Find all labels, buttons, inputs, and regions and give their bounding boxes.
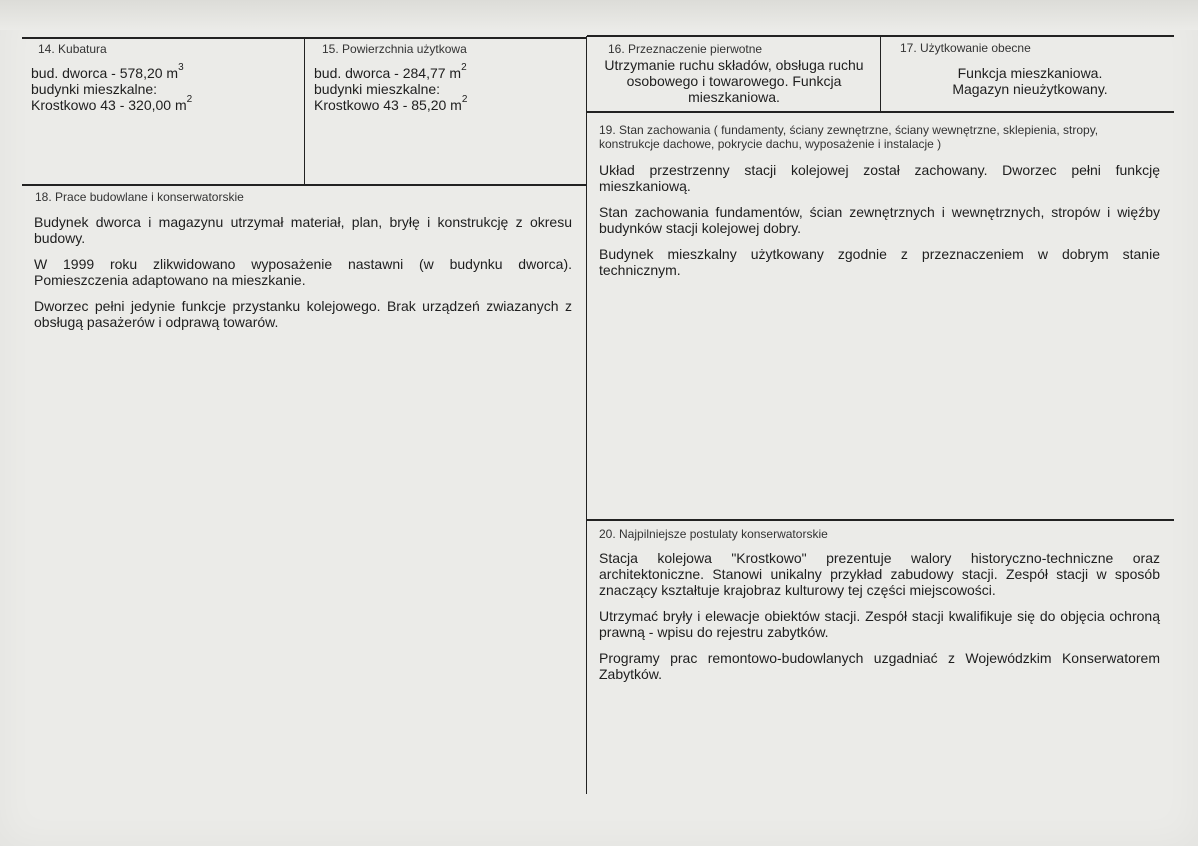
s17-label: 17. Użytkowanie obecne [900, 41, 1031, 55]
s15-line2: budynki mieszkalne: [314, 81, 441, 97]
divider-14-15 [304, 38, 305, 185]
divider-center [586, 36, 587, 794]
s14-line2: budynki mieszkalne: [31, 81, 158, 97]
s18-paragraph-1: Budynek dworca i magazynu utrzymał materiał, plan, bryłę i konstrukcję z okresu budowy. [34, 214, 572, 246]
s14-line3: Krostkowo 43 - 320,00 $m^2$ [31, 94, 193, 113]
s18-label: 18. Prace budowlane i konserwatorskie [35, 190, 244, 204]
s18-content [34, 214, 572, 340]
s17-line2: Magazyn nieużytkowany. [952, 81, 1108, 97]
scan-edge [0, 0, 1198, 30]
rule-under-19 [587, 519, 1174, 521]
s17-content [890, 65, 1170, 97]
s19-paragraph-2: Stan zachowania fundamentów, ścian zewnętrznych i wewnętrznych, stropów i więźby budynków stacji kolejowej dobry. [599, 204, 1160, 236]
s18-paragraph-3: Dworzec pełni jedynie funkcje przystanku kolejowego. Brak urządzeń zwiazanych z obsługą pasażerów i odprawą towarów. [34, 298, 572, 330]
s15-line3: Krostkowo 43 - 85,20 $m^2$ [314, 94, 468, 113]
s17-line1: Funkcja mieszkaniowa. [957, 65, 1103, 81]
s16-text: Utrzymanie ruchu składów, obsługa ruchu osobowego i towarowego. Funkcja mieszkaniowa. [604, 57, 864, 105]
s15-label: 15. Powierzchnia użytkowa [322, 42, 467, 56]
s15-line1: bud. dworca - 284,77 $m^2$ [314, 62, 467, 81]
s20-paragraph-3: Programy prac remontowo-budowlanych uzgadniać z Wojewódzkim Konserwatorem Zabytków. [599, 650, 1160, 682]
s16-label: 16. Przeznaczenie pierwotne [608, 42, 763, 56]
s18-paragraph-2: W 1999 roku zlikwidowano wyposażenie nastawni (w budynku dworca). Pomieszczenia adaptowano na mieszkanie. [34, 256, 572, 288]
s15-content [314, 62, 574, 113]
s14-content [31, 62, 291, 113]
s20-content [599, 550, 1160, 692]
s19-label: 19. Stan zachowania ( fundamenty, ściany zewnętrzne, ściany wewnętrzne, sklepienia, stropy, konstrukcje dachowe, pokrycie dachu, wyposażenie i instalacje ) [599, 123, 1099, 151]
s19-paragraph-3: Budynek mieszkalny użytkowany zgodnie z przeznaczeniem w dobrym stanie technicznym. [599, 246, 1160, 278]
s19-paragraph-1: Układ przestrzenny stacji kolejowej został zachowany. Dworzec pełni funkcję mieszkaniową. [599, 162, 1160, 194]
s19-content [599, 162, 1160, 288]
s20-paragraph-1: Stacja kolejowa "Krostkowo" prezentuje walory historyczno-techniczne oraz architektoniczne. Stanowi unikalny przykład zabudowy stacji. Zespół stacji w sposób znaczący kształtuje krajobraz kulturowy tej części miejscowości. [599, 550, 1160, 598]
s20-paragraph-2: Utrzymać bryły i elewacje obiektów stacji. Zespół stacji kwalifikuje się do objęcia ochroną prawną - wpisu do rejestru zabytków. [599, 608, 1160, 640]
rule-under-14-15 [22, 184, 587, 186]
s14-line1: bud. dworca - 578,20 $m^3$ [31, 62, 184, 81]
s20-label: 20. Najpilniejsze postulaty konserwatorskie [599, 527, 828, 541]
s14-label: 14. Kubatura [38, 42, 107, 56]
rule-under-16-17 [587, 111, 1174, 113]
divider-16-17 [880, 36, 881, 112]
